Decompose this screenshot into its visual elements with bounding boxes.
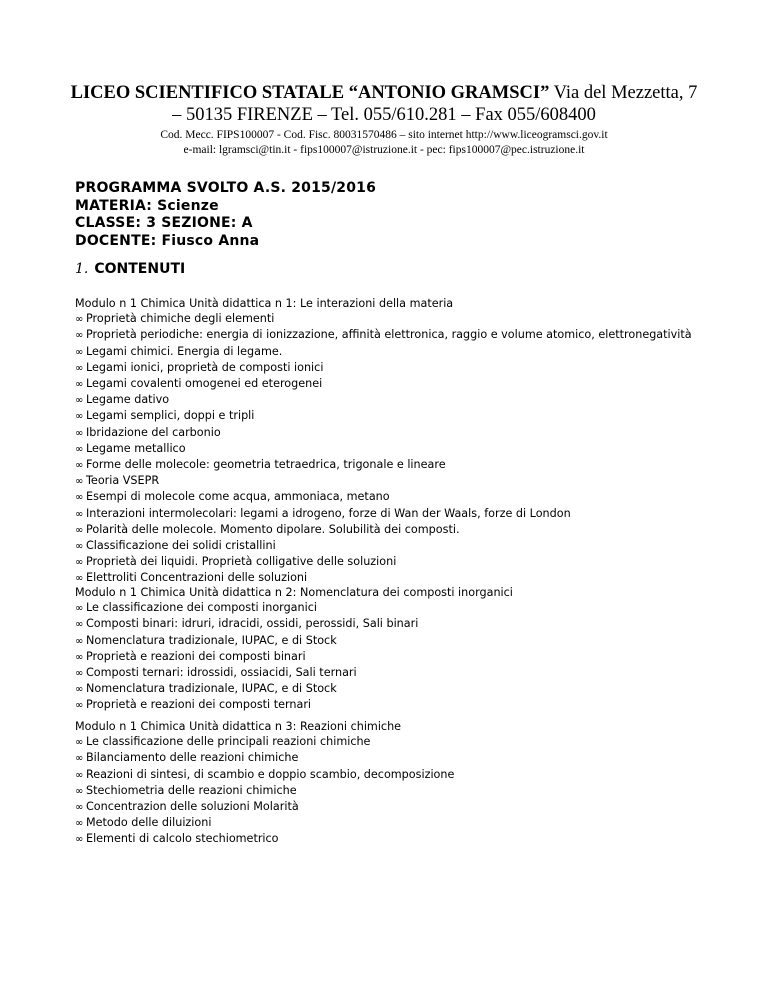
bullet-icon: ∞ [75, 346, 84, 358]
program-meta [75, 180, 376, 250]
bullet-icon: ∞ [75, 460, 84, 472]
list-item-text: Legami chimici. Energia di legame. [86, 344, 283, 358]
list-item-text: Le classificazione dei composti inorganici [86, 601, 317, 615]
bullet-icon: ∞ [75, 557, 84, 569]
list-item-text: Legami ionici, proprietà de composti ionici [86, 360, 324, 374]
list-item-text: Elettroliti Concentrazioni delle soluzioni [86, 571, 308, 585]
bullet-icon: ∞ [75, 668, 84, 680]
subject: MATERIA: Scienze [75, 197, 219, 214]
bullet-icon: ∞ [75, 818, 84, 830]
school-emails: e-mail: lgramsci@tin.it - fips100007@istruzione.it - pec: fips100007@pec.istruzione.it [183, 144, 585, 156]
list-item [75, 327, 755, 343]
list-item [75, 783, 755, 799]
module-3 [75, 719, 755, 848]
section-heading [75, 260, 185, 278]
module-title: Modulo n 1 Chimica Unità didattica n 2: Nomenclatura dei composti inorganici [75, 586, 513, 599]
list-item-text: Concentrazion delle soluzioni Molarità [86, 800, 299, 814]
list-item [75, 489, 755, 505]
bullet-icon: ∞ [75, 541, 84, 553]
bullet-icon: ∞ [75, 834, 84, 846]
list-item [75, 311, 755, 327]
topic-list [75, 734, 755, 847]
list-item-text: Nomenclatura tradizionale, IUPAC, e di Stock [86, 633, 337, 647]
module-2 [75, 585, 755, 714]
bullet-icon: ∞ [75, 737, 84, 749]
list-item-text: Metodo delle diluizioni [86, 816, 212, 830]
list-item-text: Teoria VSEPR [86, 474, 160, 488]
list-item-text: Classificazione dei solidi cristallini [86, 539, 276, 553]
bullet-icon: ∞ [75, 362, 84, 374]
list-item-text: Proprietà dei liquidi. Proprietà colligative delle soluzioni [86, 555, 397, 569]
list-item [75, 799, 755, 815]
bullet-icon: ∞ [75, 802, 84, 814]
bullet-icon: ∞ [75, 651, 84, 663]
list-item-text: Polarità delle molecole. Momento dipolare. Solubilità dei composti. [86, 522, 460, 536]
list-item [75, 376, 755, 392]
list-item-text: Proprietà chimiche degli elementi [86, 312, 275, 326]
list-item-text: Legame metallico [86, 441, 186, 455]
list-item [75, 554, 755, 570]
list-item-text: Nomenclatura tradizionale, IUPAC, e di Stock [86, 682, 337, 696]
section-title: CONTENUTI [94, 261, 186, 277]
bullet-icon: ∞ [75, 635, 84, 647]
school-address-line: – 50135 FIRENZE – Tel. 055/610.281 – Fax 055/608400 [172, 105, 596, 125]
teacher: DOCENTE: Fiusco Anna [75, 232, 260, 249]
list-item-text: Forme delle molecole: geometria tetraedrica, trigonale e lineare [86, 458, 446, 472]
list-item [75, 425, 755, 441]
bullet-icon: ∞ [75, 314, 84, 326]
list-item-text: Proprietà periodiche: energia di ionizzazione, affinità elettronica, raggio e volume atomico, elettronegatività [86, 328, 692, 342]
school-name: LICEO SCIENTIFICO STATALE “ANTONIO GRAMSCI” [70, 83, 550, 103]
list-item-text: Proprietà e reazioni dei composti ternari [86, 698, 312, 712]
bullet-icon: ∞ [75, 443, 84, 455]
list-item-text: Elementi di calcolo stechiometrico [86, 832, 279, 846]
list-item-text: Interazioni intermolecolari: legami a idrogeno, forze di Wan der Waals, forze di London [86, 506, 571, 520]
list-item [75, 473, 755, 489]
list-item-text: Le classificazione delle principali reazioni chimiche [86, 735, 371, 749]
list-item [75, 506, 755, 522]
bullet-icon: ∞ [75, 769, 84, 781]
list-item [75, 616, 755, 632]
bullet-icon: ∞ [75, 785, 84, 797]
program-year: PROGRAMMA SVOLTO A.S. 2015/2016 [75, 180, 377, 196]
bullet-icon: ∞ [75, 573, 84, 585]
list-item [75, 767, 755, 783]
school-name-line [60, 82, 708, 104]
list-item [75, 344, 755, 360]
list-item [75, 392, 755, 408]
topic-list [75, 311, 755, 586]
list-item [75, 815, 755, 831]
list-item-text: Ibridazione del carbonio [86, 425, 221, 439]
list-item [75, 360, 755, 376]
list-item-text: Composti ternari: idrossidi, ossiacidi, Sali ternari [86, 666, 357, 680]
list-item [75, 441, 755, 457]
school-header [60, 82, 708, 158]
bullet-icon: ∞ [75, 411, 84, 423]
list-item [75, 649, 755, 665]
bullet-icon: ∞ [75, 476, 84, 488]
section-number: 1. [75, 261, 89, 277]
list-item-text: Legame dativo [86, 393, 170, 407]
list-item-text: Proprietà e reazioni dei composti binari [86, 649, 306, 663]
bullet-icon: ∞ [75, 684, 84, 696]
list-item [75, 457, 755, 473]
module-1 [75, 296, 755, 587]
bullet-icon: ∞ [75, 492, 84, 504]
list-item [75, 681, 755, 697]
school-codes: Cod. Mecc. FIPS100007 - Cod. Fisc. 80031570486 – sito internet http://www.liceogramsci.gov.it [160, 129, 608, 141]
list-item [75, 665, 755, 681]
list-item [75, 633, 755, 649]
school-address: Via del Mezzetta, 7 [549, 83, 698, 103]
bullet-icon: ∞ [75, 700, 84, 712]
bullet-icon: ∞ [75, 427, 84, 439]
list-item [75, 750, 755, 766]
list-item [75, 522, 755, 538]
list-item-text: Reazioni di sintesi, di scambio e doppio scambio, decomposizione [86, 767, 455, 781]
list-item [75, 697, 755, 713]
bullet-icon: ∞ [75, 753, 84, 765]
class-section: CLASSE: 3 SEZIONE: A [75, 215, 253, 231]
bullet-icon: ∞ [75, 524, 84, 536]
list-item-text: Legami semplici, doppi e tripli [86, 409, 255, 423]
list-item-text: Bilanciamento delle reazioni chimiche [86, 751, 299, 765]
list-item [75, 538, 755, 554]
bullet-icon: ∞ [75, 395, 84, 407]
bullet-icon: ∞ [75, 330, 84, 342]
module-title: Modulo n 1 Chimica Unità didattica n 1: Le interazioni della materia [75, 297, 454, 310]
list-item-text: Legami covalenti omogenei ed eterogenei [86, 377, 323, 391]
list-item-text: Stechiometria delle reazioni chimiche [86, 783, 297, 797]
bullet-icon: ∞ [75, 603, 84, 615]
list-item-text: Composti binari: idruri, idracidi, ossidi, perossidi, Sali binari [86, 617, 419, 631]
list-item [75, 831, 755, 847]
bullet-icon: ∞ [75, 379, 84, 391]
list-item [75, 734, 755, 750]
module-title: Modulo n 1 Chimica Unità didattica n 3: Reazioni chimiche [75, 720, 402, 733]
bullet-icon: ∞ [75, 619, 84, 631]
list-item [75, 408, 755, 424]
list-item-text: Esempi di molecole come acqua, ammoniaca, metano [86, 490, 390, 504]
list-item [75, 600, 755, 616]
topic-list [75, 600, 755, 713]
bullet-icon: ∞ [75, 508, 84, 520]
